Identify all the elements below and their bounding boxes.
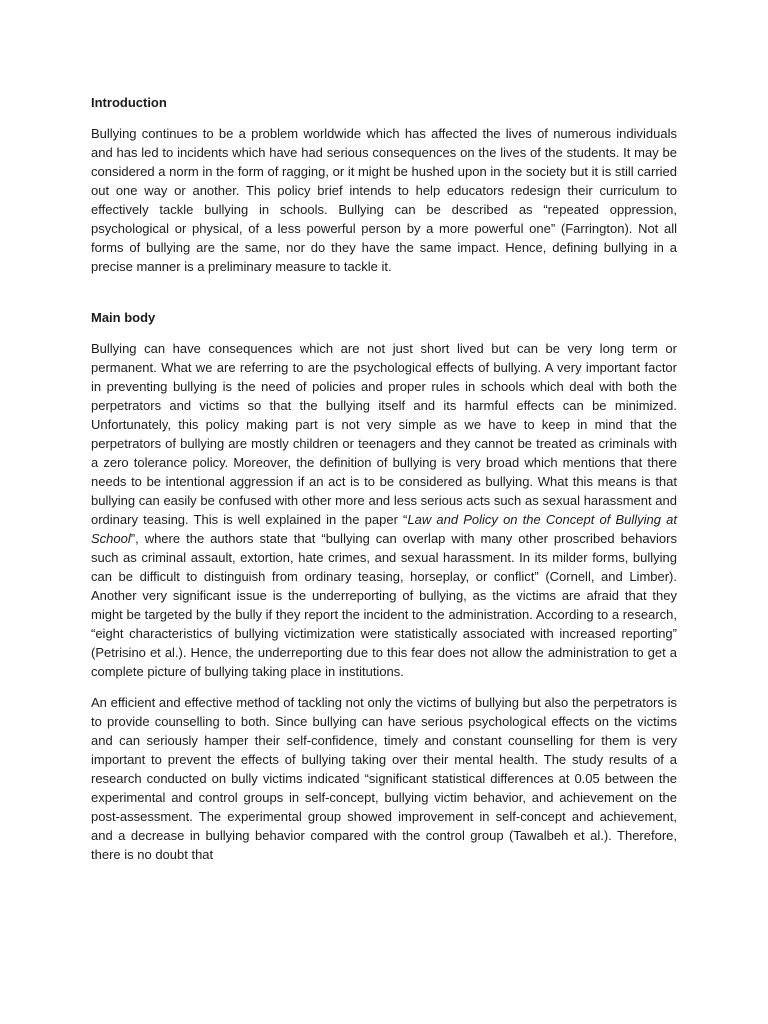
document-page [91, 94, 677, 864]
cited-paper-title: Law and Policy on the Concept of Bullying at School [91, 512, 677, 546]
main-body-heading: Main body [91, 310, 156, 325]
paragraph-spacer [91, 681, 677, 693]
section-spacer [91, 276, 677, 309]
main-body-paragraph-1-text-b: ”, where the authors state that “bullying can overlap with many other proscribed behaviors such as criminal assault, extortion, hate crimes, and sexual harassment. In its milder forms, bullying can be difficult to distinguish from ordinary teasing, horseplay, or conflict” (Cornell, and Limber). Another very significant issue is the underreporting of bullying, as the victims are afraid that they might be targeted by the bully if they report the incident to the administration. According to a research, “eight characteristics of bullying victimization were statistically associated with increased reporting” (Petrisino et al.). Hence, the underreporting due to this fear does not allow the administration to get a complete picture of bullying taking place in institutions. [91, 531, 677, 679]
introduction-heading: Introduction [91, 95, 167, 110]
introduction-paragraph: Bullying continues to be a problem worldwide which has affected the lives of numerous individuals and has led to incidents which have had serious consequences on the lives of the students. It may be considered a norm in the form of ragging, or it might be hushed upon in the society but it is still carried out one way or another. This policy brief intends to help educators redesign their curriculum to effectively tackle bullying in schools. Bullying can be described as “repeated oppression, psychological or physical, of a less powerful person by a more powerful one” (Farrington). Not all forms of bullying are the same, nor do they have the same impact. Hence, defining bullying in a precise manner is a preliminary measure to tackle it. [91, 126, 677, 274]
main-body-paragraph-1 [91, 339, 677, 681]
main-body-paragraph-2: An efficient and effective method of tackling not only the victims of bullying but also the perpetrators is to provide counselling to both. Since bullying can have serious psychological effects on the victims and can seriously hamper their self-confidence, timely and constant counselling for them is very important to prevent the effects of bullying taking over their mental health. The study results of a research conducted on bully victims indicated “significant statistical differences at 0.05 between the experimental and control groups in self-concept, bullying victim behavior, and achievement on the post-assessment. The experimental group showed improvement in self-concept and achievement, and a decrease in bullying behavior compared with the control group (Tawalbeh et al.). Therefore, there is no doubt that [91, 695, 677, 862]
main-body-paragraph-1-text-a: Bullying can have consequences which are not just short lived but can be very long term or permanent. What we are referring to are the psychological effects of bullying. A very important factor in preventing bullying is the need of policies and proper rules in schools which deal with both the perpetrators and victims so that the bullying itself and its harmful effects can be minimized. Unfortunately, this policy making part is not very simple as we have to keep in mind that the perpetrators of bullying are mostly children or teenagers and they cannot be treated as criminals with a zero tolerance policy. Moreover, the definition of bullying is very broad which mentions that there needs to be intentional aggression if an act is to be considered as bullying. What this means is that bullying can easily be confused with other more and less serious acts such as sexual harassment and ordinary teasing. This is well explained in the paper “ [91, 341, 677, 527]
